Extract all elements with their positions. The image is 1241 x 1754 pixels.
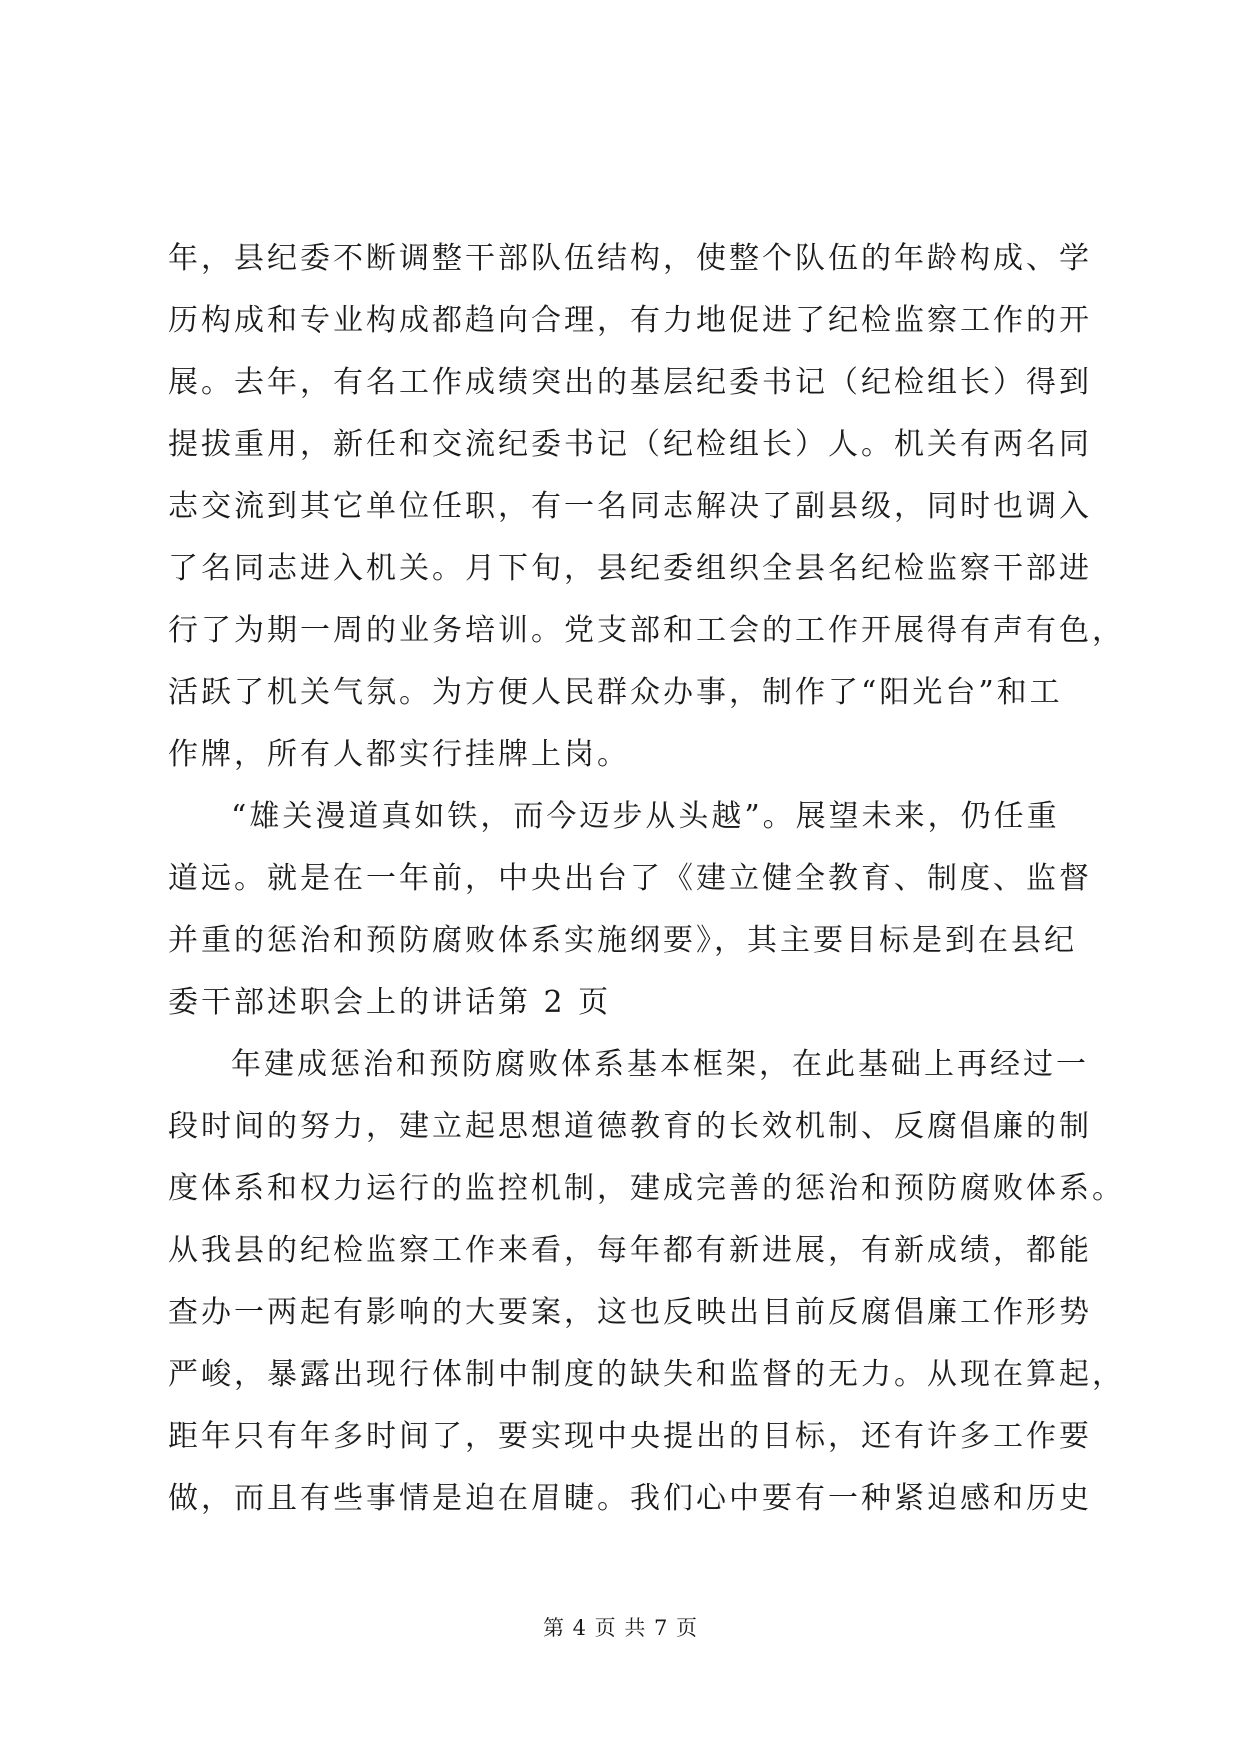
text-line: 活跃了机关气氛。为方便人民群众办事，制作了“阳光台”和工	[168, 675, 1063, 710]
text-line: 提拔重用，新任和交流纪委书记（纪检组长）人。机关有两名同	[168, 427, 1092, 462]
paragraph-1	[168, 228, 1125, 786]
text-line: 严峻，暴露出现行体制中制度的缺失和监督的无力。从现在算起，	[168, 1357, 1125, 1392]
text-line: “雄关漫道真如铁，而今迈步从头越”。展望未来，仍任重	[231, 799, 1060, 834]
text-line: 距年只有年多时间了，要实现中央提出的目标，还有许多工作要	[168, 1419, 1092, 1454]
text-line: 委干部述职会上的讲话第 2 页	[168, 985, 612, 1020]
text-line: 作牌，所有人都实行挂牌上岗。	[168, 737, 630, 772]
text-line: 段时间的努力，建立起思想道德教育的长效机制、反腐倡廉的制	[168, 1109, 1092, 1144]
text-line: 做，而且有些事情是迫在眉睫。我们心中要有一种紧迫感和历史	[168, 1481, 1092, 1516]
paragraph-3	[168, 1034, 1125, 1530]
text-line: 并重的惩治和预防腐败体系实施纲要》，其主要目标是到在县纪	[168, 923, 1077, 958]
page-footer: 第 4 页 共 7 页	[542, 1616, 699, 1640]
text-line: 历构成和专业构成都趋向合理，有力地促进了纪检监察工作的开	[168, 303, 1092, 338]
text-line: 度体系和权力运行的监控机制，建成完善的惩治和预防腐败体系。	[168, 1171, 1125, 1206]
paragraph-2	[168, 786, 1092, 1034]
text-line: 年建成惩治和预防腐败体系基本框架，在此基础上再经过一	[231, 1047, 1089, 1082]
text-line: 年，县纪委不断调整干部队伍结构，使整个队伍的年龄构成、学	[168, 241, 1092, 276]
text-line: 道远。就是在一年前，中央出台了《建立健全教育、制度、监督	[168, 861, 1092, 896]
text-line: 展。去年，有名工作成绩突出的基层纪委书记（纪检组长）得到	[168, 365, 1092, 400]
text-line: 志交流到其它单位任职，有一名同志解决了副县级，同时也调入	[168, 489, 1092, 524]
document-body	[168, 228, 1125, 1530]
text-line: 查办一两起有影响的大要案，这也反映出目前反腐倡廉工作形势	[168, 1295, 1092, 1330]
text-line: 行了为期一周的业务培训。党支部和工会的工作开展得有声有色，	[168, 613, 1125, 648]
text-line: 从我县的纪检监察工作来看，每年都有新进展，有新成绩，都能	[168, 1233, 1092, 1268]
text-line: 了名同志进入机关。月下旬，县纪委组织全县名纪检监察干部进	[168, 551, 1092, 586]
